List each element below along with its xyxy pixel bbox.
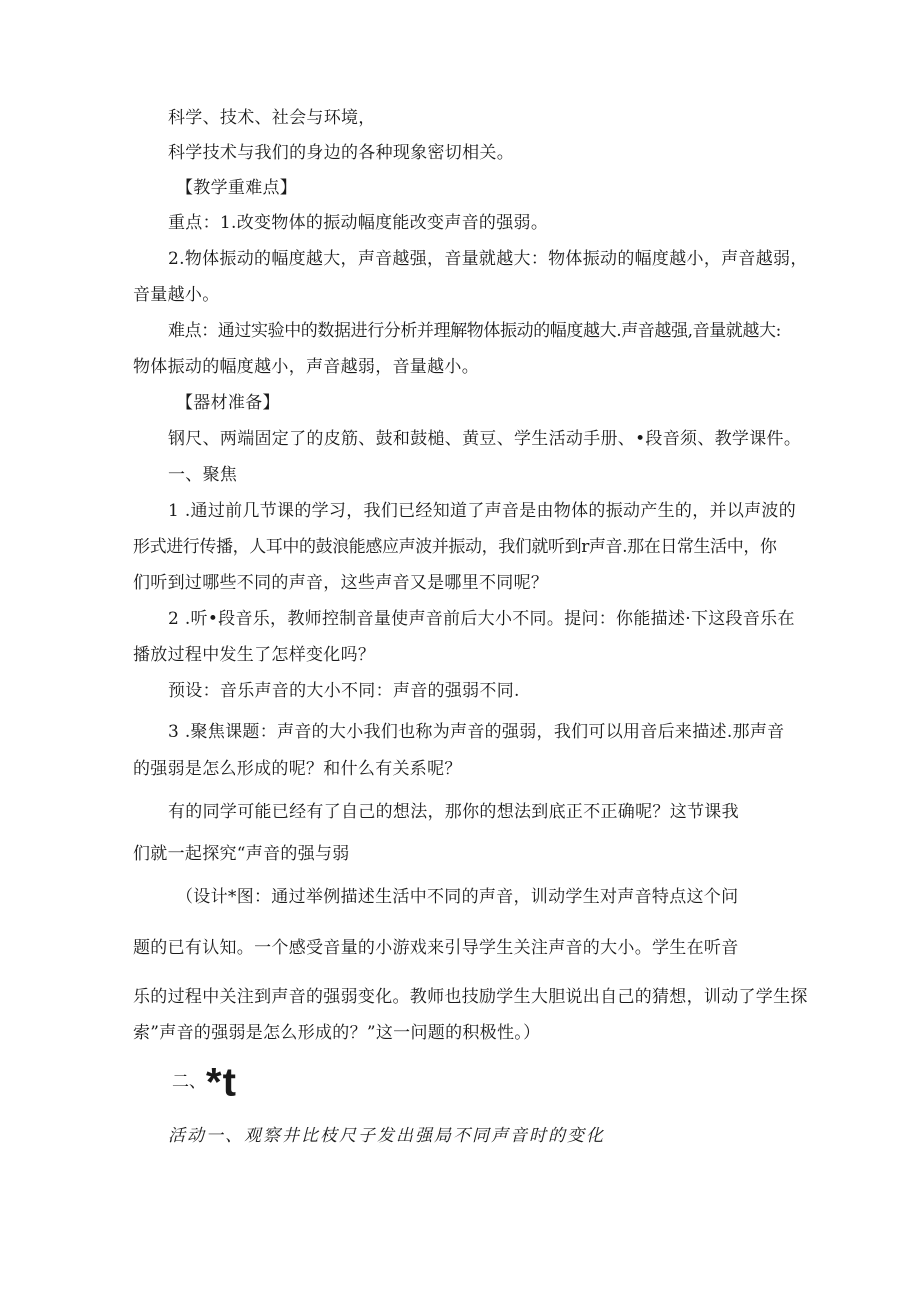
text-line: 物体振动的幅度越小，声音越弱，音量越小。 bbox=[133, 357, 479, 377]
section-two-glyph: *t bbox=[206, 1060, 237, 1105]
text-line: 有的同学可能已经有了自己的想法，那你的想法到底正不正确呢？这节课我 bbox=[168, 802, 739, 822]
text-line: 们听到过哪些不同的声音，这些声音又是哪里不同呢？ bbox=[133, 573, 549, 593]
text-line: 乐的过程中关注到声音的强弱变化。教师也技励学生大胆说出自己的猜想，训动了学生探 bbox=[133, 987, 808, 1007]
section-heading-materials: 【器材准备】 bbox=[176, 393, 280, 413]
text-line: 预设：音乐声音的大小不同：声音的强弱不同. bbox=[168, 681, 520, 701]
text-line: 形式进行传播，人耳中的鼓浪能感应声波并振动，我们就听到r声音.那在日常生活中，你 bbox=[133, 537, 777, 557]
text-line: 2 .听•段音乐，教师控制音量使声音前后大小不同。提问：你能描述·下这段音乐在 bbox=[168, 609, 795, 629]
text-line: 科学、技术、社会与环境， bbox=[168, 108, 376, 128]
text-line: 1 .通过前几节课的学习，我们已经知道了声音是由物体的振动产生的，并以声波的 bbox=[168, 501, 797, 521]
text-line: 钢尺、两端固定了的皮筋、鼓和鼓槌、黄豆、学生活动手册、•段音须、教学课件。 bbox=[168, 429, 802, 449]
text-line: 科学技术与我们的身边的各种现象密切相关。 bbox=[168, 143, 514, 163]
text-line: 难点：通过实验中的数据进行分析并理解物体振动的幅度越大.声音越强,音量就越大: bbox=[168, 321, 781, 341]
text-line: 重点：1.改变物体的振动幅度能改变声音的强弱。 bbox=[168, 213, 549, 233]
text-line: 题的已有认知。一个感受音量的小游戏来引导学生关注声音的大小。学生在听音 bbox=[133, 938, 739, 958]
text-line: 播放过程中发生了怎样变化吗？ bbox=[133, 645, 376, 665]
section-heading-two bbox=[172, 1062, 237, 1103]
text-line: 3 .聚焦课题：声音的大小我们也称为声音的强弱，我们可以用音后来描述.那声音 bbox=[168, 722, 785, 742]
text-line: 2.物体振动的幅度越大，声音越强，音量就越大：物体振动的幅度越小，声音越弱， bbox=[168, 249, 808, 269]
text-line: 的强弱是怎么形成的呢？和什么有关系呢？ bbox=[133, 759, 462, 779]
text-line: 音量越小。 bbox=[133, 285, 220, 305]
text-line: 们就一起探究“声音的强与弱 bbox=[133, 844, 350, 864]
text-line: （设计*图：通过举例描述生活中不同的声音，训动学生对声音特点这个问 bbox=[176, 887, 739, 907]
text-line: 索”声音的强弱是怎么形成的？”这一问题的积极性。） bbox=[133, 1023, 541, 1043]
section-heading-focus: 一、聚焦 bbox=[168, 465, 238, 485]
section-heading-key-points: 【教学重难点】 bbox=[176, 178, 298, 198]
section-two-prefix: 二、 bbox=[172, 1072, 206, 1092]
activity-title: 活动一、观察井比枝尺子发出强局不同声音时的变化 bbox=[168, 1126, 605, 1146]
